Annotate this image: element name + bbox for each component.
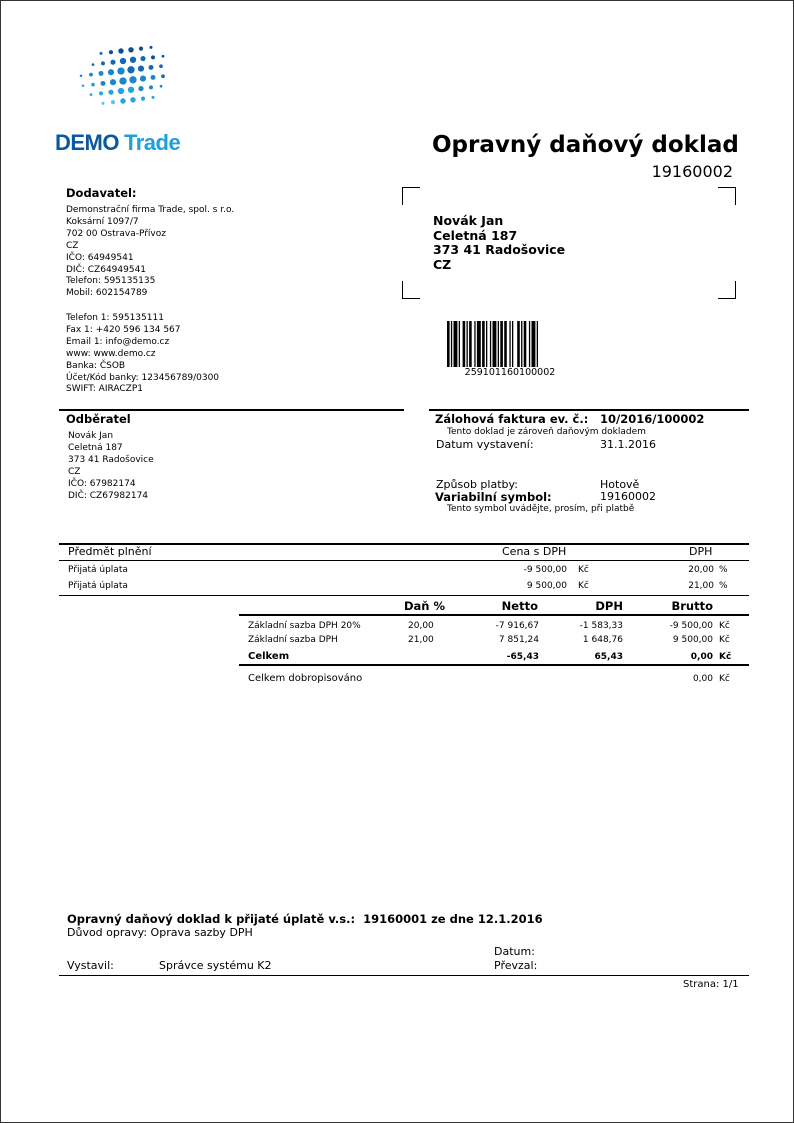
logo-dot — [101, 61, 105, 65]
footer-line — [59, 975, 749, 976]
barcode-bar — [537, 321, 538, 367]
logo-dot — [117, 67, 124, 74]
item-row-amount: 9 500,00 — [526, 581, 567, 591]
supplier-contact-line: Banka: ČSOB — [66, 360, 126, 371]
logo-dot — [138, 66, 144, 72]
barcode-bar — [447, 321, 450, 367]
barcode-bar — [512, 321, 513, 367]
item-row-rate: 20,00 — [688, 565, 714, 575]
barcode-bar — [459, 321, 460, 367]
vat-row-net: -7 916,67 — [495, 621, 539, 631]
logo-dot — [151, 55, 155, 59]
logo-dot — [80, 75, 83, 78]
logo-dot — [128, 47, 133, 52]
items-table-bottom-line — [59, 595, 749, 596]
logo-dot — [162, 55, 165, 58]
logo-dot — [149, 85, 153, 89]
issued-by-value: Správce systému K2 — [159, 959, 272, 972]
barcode-bar — [524, 321, 527, 367]
logo-dot — [102, 102, 105, 105]
barcode-image — [447, 321, 573, 367]
logo-dot — [130, 57, 136, 63]
barcode-bar — [517, 321, 520, 367]
recipient-line: Celetná 187 — [433, 227, 518, 243]
barcode-bar — [509, 321, 510, 367]
correction-reason: Důvod opravy: Oprava sazby DPH — [67, 926, 253, 939]
logo-dot — [110, 60, 115, 65]
logo-dots-icon — [61, 41, 181, 121]
logo-dot — [118, 88, 124, 94]
payment-method-label: Způsob platby: — [436, 478, 518, 491]
vat-row-currency: Kč — [719, 621, 730, 631]
item-row-currency: Kč — [578, 565, 589, 575]
document-number: 19160002 — [651, 162, 733, 181]
customer-label: Odběratel — [66, 412, 131, 426]
items-table-top-line — [59, 543, 749, 545]
vat-row-gross: 9 500,00 — [672, 635, 713, 645]
logo-dot — [111, 100, 115, 104]
advance-invoice-label: Zálohová faktura ev. č.: — [435, 412, 589, 426]
date-label: Datum: — [494, 945, 535, 958]
vat-row-name: Základní sazba DPH 20% — [248, 621, 361, 631]
logo-dot — [89, 73, 93, 77]
customer-line: 373 41 Radošovice — [68, 454, 154, 465]
logo-dot — [130, 97, 135, 102]
logo-dot — [160, 85, 163, 88]
logo-dot — [161, 74, 165, 78]
logo-dot — [151, 75, 156, 80]
vat-row-vat: 1 648,76 — [582, 635, 623, 645]
section-divider — [59, 409, 404, 411]
address-corner-br — [718, 281, 736, 299]
items-header-subject: Předmět plnění — [68, 545, 152, 558]
items-header-line — [59, 560, 749, 561]
company-logo — [55, 130, 180, 156]
vat-row-currency: Kč — [719, 635, 730, 645]
supplier-contacts — [66, 313, 219, 396]
vat-row-rate: 21,00 — [408, 635, 434, 645]
variable-symbol-note: Tento symbol uvádějte, prosím, při platbě — [447, 504, 635, 514]
vat-header-gross: Brutto — [671, 599, 713, 613]
vat-row-net: 7 851,24 — [498, 635, 539, 645]
logo-dot — [92, 63, 95, 66]
address-corner-bl — [402, 281, 420, 299]
issued-by-label: Vystavil: — [67, 959, 114, 972]
logo-dot — [120, 98, 125, 103]
page-number: Strana: 1/1 — [683, 979, 739, 990]
barcode-bar — [469, 321, 472, 367]
section-divider-right — [429, 409, 749, 411]
supplier-line: IČO: 64949541 — [66, 252, 134, 263]
supplier-contact-line: Účet/Kód banky: 123456789/0300 — [66, 372, 220, 383]
barcode-bar — [474, 321, 475, 367]
item-row-pct: % — [719, 581, 728, 591]
issue-date-label: Datum vystavení: — [436, 438, 534, 451]
item-row-currency: Kč — [578, 581, 589, 591]
credited-label: Celkem dobropisováno — [248, 673, 363, 684]
logo-dot — [127, 66, 134, 73]
variable-symbol-value: 19160002 — [600, 490, 656, 503]
vat-header-line — [239, 614, 749, 616]
address-corner-tl — [402, 187, 420, 205]
logo-dot — [141, 97, 145, 101]
vat-total-vat: 65,43 — [594, 652, 623, 662]
logo-dot — [100, 52, 103, 55]
recipient-line: CZ — [433, 256, 452, 272]
item-row-name: Přijatá úplata — [68, 565, 128, 575]
logo-dot — [140, 56, 145, 61]
customer-line: Celetná 187 — [68, 442, 123, 453]
barcode-bar — [504, 321, 507, 367]
issue-date-value: 31.1.2016 — [600, 438, 656, 451]
logo-dot — [128, 87, 134, 93]
supplier-contact-line: Fax 1: +420 596 134 567 — [66, 324, 181, 335]
supplier-contact-line: SWIFT: AIRACZP1 — [66, 384, 143, 395]
logo-dot — [108, 69, 114, 75]
recipient-address — [433, 214, 565, 272]
vat-total-gross: 0,00 — [690, 652, 713, 662]
logo-dot — [119, 77, 126, 84]
logo-word-trade: Trade — [124, 130, 181, 155]
customer-details — [68, 431, 154, 502]
logo-dot — [109, 50, 113, 54]
advance-invoice-value: 10/2016/100002 — [600, 412, 705, 426]
vat-total-line — [239, 664, 749, 666]
logo-dot — [152, 96, 155, 99]
logo-word-demo: DEMO — [55, 130, 119, 155]
logo-dot — [138, 86, 143, 91]
supplier-contact-line: www: www.demo.cz — [66, 348, 156, 359]
item-row-rate: 21,00 — [688, 581, 714, 591]
supplier-contact-line: Email 1: info@demo.cz — [66, 336, 170, 347]
vat-total-currency: Kč — [719, 652, 732, 662]
barcode-bar — [477, 321, 481, 367]
logo-dot — [99, 71, 104, 76]
item-row-amount: -9 500,00 — [523, 565, 567, 575]
address-corner-tr — [718, 187, 736, 205]
supplier-contact-line: Telefon 1: 595135111 — [66, 313, 164, 323]
logo-dot — [101, 81, 106, 86]
supplier-line: Koksární 1097/7 — [66, 216, 139, 227]
recipient-line: Novák Jan — [433, 213, 504, 228]
logo-dot — [150, 46, 153, 49]
supplier-line: DIČ: CZ64949541 — [66, 264, 147, 275]
logo-dot — [82, 85, 85, 88]
items-header-price: Cena s DPH — [502, 545, 567, 558]
items-header-vat: DPH — [689, 545, 713, 558]
barcode-number: 259101160100002 — [464, 367, 556, 378]
barcode-bar — [463, 321, 466, 367]
barcode-bar — [482, 321, 485, 367]
vat-row-rate: 20,00 — [408, 621, 434, 631]
barcode-bar — [454, 321, 458, 367]
credited-value: 0,00 — [692, 674, 713, 684]
barcode-bar — [500, 321, 503, 367]
vat-header-net: Netto — [501, 599, 538, 613]
advance-invoice-note: Tento doklad je zároveň daňovým dokladem — [447, 427, 646, 437]
barcode-bar — [467, 321, 468, 367]
document-title: Opravný daňový doklad — [432, 132, 739, 158]
supplier-line: 702 00 Ostrava-Přívoz — [66, 228, 166, 239]
barcode-bar — [521, 321, 522, 367]
barcode-bar — [532, 321, 536, 367]
logo-dot — [99, 91, 103, 95]
barcode-bar — [486, 321, 487, 367]
recipient-line: 373 41 Radošovice — [433, 242, 566, 257]
supplier-line: Telefon: 595135135 — [66, 276, 156, 287]
logo-dot — [159, 64, 163, 68]
barcode-bar — [490, 321, 491, 367]
item-row-pct: % — [719, 565, 728, 575]
customer-line: IČO: 67982174 — [68, 478, 136, 489]
logo-dot — [120, 58, 126, 64]
logo-dot — [140, 76, 146, 82]
variable-symbol-label: Variabilní symbol: — [435, 490, 552, 504]
barcode-bar — [451, 321, 452, 367]
payment-method-value: Hotově — [600, 478, 640, 491]
supplier-details — [66, 205, 234, 300]
customer-line: CZ — [68, 466, 81, 477]
logo-dot — [129, 76, 136, 83]
credited-currency: Kč — [719, 674, 730, 684]
customer-line: Novák Jan — [68, 431, 114, 441]
item-row-name: Přijatá úplata — [68, 581, 128, 591]
vat-row-vat: -1 583,33 — [579, 621, 623, 631]
supplier-line: Demonstrační firma Trade, spol. s r.o. — [66, 205, 235, 215]
vat-header-rate: Daň % — [404, 599, 446, 613]
correction-title: Opravný daňový doklad k přijaté úplatě v.s.: 19160001 ze dne 12.1.2016 — [67, 912, 543, 926]
vat-total-net: -65,43 — [506, 652, 539, 662]
logo-dot — [139, 47, 143, 51]
vat-total-name: Celkem — [248, 651, 290, 662]
vat-header-vat: DPH — [595, 599, 623, 613]
barcode-bar — [498, 321, 499, 367]
supplier-line: CZ — [66, 240, 79, 251]
logo-dot — [118, 48, 123, 53]
logo-dot — [108, 90, 113, 95]
vat-row-gross: -9 500,00 — [669, 621, 713, 631]
supplier-label: Dodavatel: — [66, 186, 137, 200]
barcode-bar — [493, 321, 497, 367]
logo-dot — [90, 93, 93, 96]
barcode-bar — [529, 321, 530, 367]
logo-dot — [91, 83, 95, 87]
logo-dot — [110, 79, 116, 85]
supplier-line: Mobil: 602154789 — [66, 288, 148, 299]
logo-dot — [149, 65, 154, 70]
received-label: Převzal: — [494, 959, 538, 972]
vat-row-name: Základní sazba DPH — [248, 635, 338, 645]
customer-line: DIČ: CZ67982174 — [68, 490, 149, 501]
